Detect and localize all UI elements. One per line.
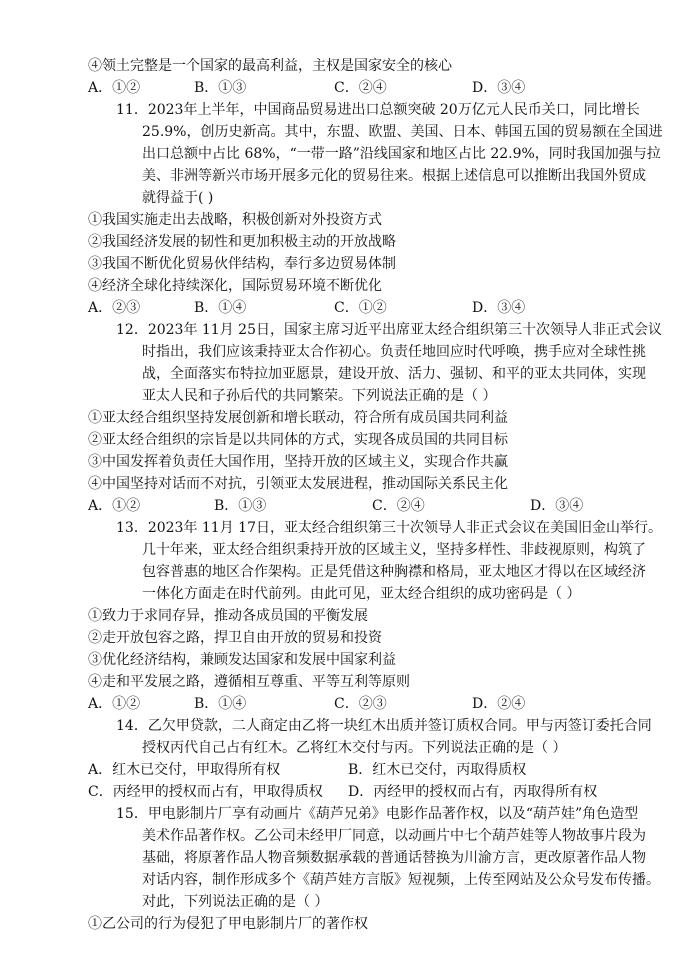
q14-stem-line-1: 14．乙欠甲贷款，二人商定由乙将一块红木出质并签订质权合同。甲与丙签订委托合同: [116, 718, 652, 734]
q14-option-b: B．红木已交付，丙取得质权: [348, 762, 527, 778]
q13-item-2: ②走开放包容之路，捍卫自由开放的贸易和投资: [88, 630, 382, 646]
q13-stem-line-3: 包容普惠的地区合作架构。正是凭借这种胸襟和格局，亚太地区才得以在区域经济: [142, 564, 646, 580]
q11-stem-line-3: 出口总额中占比 68%，“一带一路”沿线国家和地区占比 22.9%，同时我国加强与拉: [142, 146, 661, 162]
q11-option-a: A．②③: [88, 300, 141, 316]
q13-stem-line-1: 13．2023年 11月 17日，亚太经合组织第三十次领导人非正式会议在美国旧金山举行。: [116, 520, 662, 536]
q11-item-4: ④经济全球化持续深化，国际贸易环境不断优化: [88, 278, 382, 294]
prev-option-a: A．①②: [88, 80, 141, 96]
q13-item-1: ①致力于求同存异，推动各成员国的平衡发展: [88, 608, 368, 624]
q13-option-d: D．②④: [472, 696, 526, 712]
q12-item-3: ③中国发挥着负责任大国作用，坚持开放的区域主义，实现合作共赢: [88, 454, 508, 470]
q12-option-b: B．①③: [214, 498, 267, 514]
q15-stem-line-5: 对此，下列说法正确的是（ ）: [142, 894, 329, 910]
q15-item-1: ①乙公司的行为侵犯了甲电影制片厂的著作权: [88, 916, 368, 932]
q12-item-4: ④中国坚持对话而不对抗，引领亚太发展进程，推动国际关系民主化: [88, 476, 508, 492]
q11-item-1: ①我国实施走出去战略，积极创新对外投资方式: [88, 212, 382, 228]
q14-option-c: C．丙经甲的授权而占有，甲取得质权: [88, 784, 323, 800]
q11-option-b: B．①④: [194, 300, 247, 316]
q11-option-d: D．③④: [472, 300, 526, 316]
q12-item-2: ②亚太经合组织的宗旨是以共同体的方式，实现各成员国的共同目标: [88, 432, 508, 448]
q13-stem-line-4: 一体化方面走在时代前列。由此可见，亚太经合组织的成功密码是（ ）: [142, 586, 581, 602]
q15-stem-line-4: 对话内容，制作形成多个《葫芦娃方言版》短视频，上传至网站及公众号发布传播。: [142, 872, 660, 888]
prev-option-c: C．②④: [334, 80, 387, 96]
q13-option-a: A．①②: [88, 696, 141, 712]
q15-stem-line-3: 基础，将原著作品人物音频数据承载的普通话替换为川渝方言，更改原著作品人物: [142, 850, 646, 866]
q11-stem-line-5: 就得益于( ): [142, 190, 214, 206]
prev-question-item-4: ④领土完整是一个国家的最高利益，主权是国家安全的核心: [88, 58, 452, 74]
q13-option-c: C．②③: [334, 696, 387, 712]
q12-stem-line-1: 12．2023年 11月 25日，国家主席习近平出席亚太经合组织第三十次领导人非正式会议: [116, 322, 662, 338]
q11-stem-line-4: 美、非洲等新兴市场开展多元化的贸易往来。根据上述信息可以推断出我国外贸成: [142, 168, 646, 184]
q13-option-b: B．①④: [194, 696, 247, 712]
q13-item-3: ③优化经济结构，兼顾发达国家和发展中国家利益: [88, 652, 396, 668]
q11-option-c: C．①②: [334, 300, 387, 316]
q15-stem-line-1: 15．甲电影制片厂享有动画片《葫芦兄弟》电影作品著作权，以及“葫芦娃”角色造型: [116, 806, 639, 822]
q11-item-2: ②我国经济发展的韧性和更加积极主动的开放战略: [88, 234, 396, 250]
q12-stem-line-3: 战，全面落实布特拉加亚愿景，建设开放、活力、强韧、和平的亚太共同体，实现: [142, 366, 646, 382]
q12-stem-line-2: 时指出，我们应该秉持亚太合作初心。负责任地回应时代呼唤，携手应对全球性挑: [142, 344, 646, 360]
q12-stem-line-4: 亚太人民和子孙后代的共同繁荣。下列说法正确的是（ ）: [142, 388, 497, 404]
q13-item-4: ④走和平发展之路，遵循相互尊重、平等互利等原则: [88, 674, 410, 690]
prev-option-d: D．③④: [472, 80, 526, 96]
q14-option-d: D．丙经甲的授权而占有，丙取得所有权: [348, 784, 598, 800]
q11-stem-line-1: 11．2023年上半年，中国商品贸易进出口总额突破 20万亿元人民币关口，同比增长: [116, 102, 640, 118]
q12-option-c: C．②④: [372, 498, 425, 514]
q15-stem-line-2: 美术作品著作权。乙公司未经甲厂同意，以动画片中七个葫芦娃等人物故事片段为: [142, 828, 646, 844]
q12-option-a: A．①②: [88, 498, 141, 514]
q12-item-1: ①亚太经合组织坚持发展创新和增长联动，符合所有成员国共同利益: [88, 410, 508, 426]
q11-stem-line-2: 25.9%，创历史新高。其中，东盟、欧盟、美国、日本、韩国五国的贸易额在全国进: [142, 124, 663, 140]
q12-option-d: D．③④: [530, 498, 584, 514]
q13-stem-line-2: 几十年来，亚太经合组织秉持开放的区域主义，坚持多样性、非歧视原则，构筑了: [142, 542, 646, 558]
q14-option-a: A．红木已交付，甲取得所有权: [88, 762, 281, 778]
q14-stem-line-2: 授权丙代自己占有红木。乙将红木交付与丙。下列说法正确的是（ ）: [142, 740, 567, 756]
prev-option-b: B．①③: [194, 80, 247, 96]
q11-item-3: ③我国不断优化贸易伙伴结构，奉行多边贸易体制: [88, 256, 396, 272]
